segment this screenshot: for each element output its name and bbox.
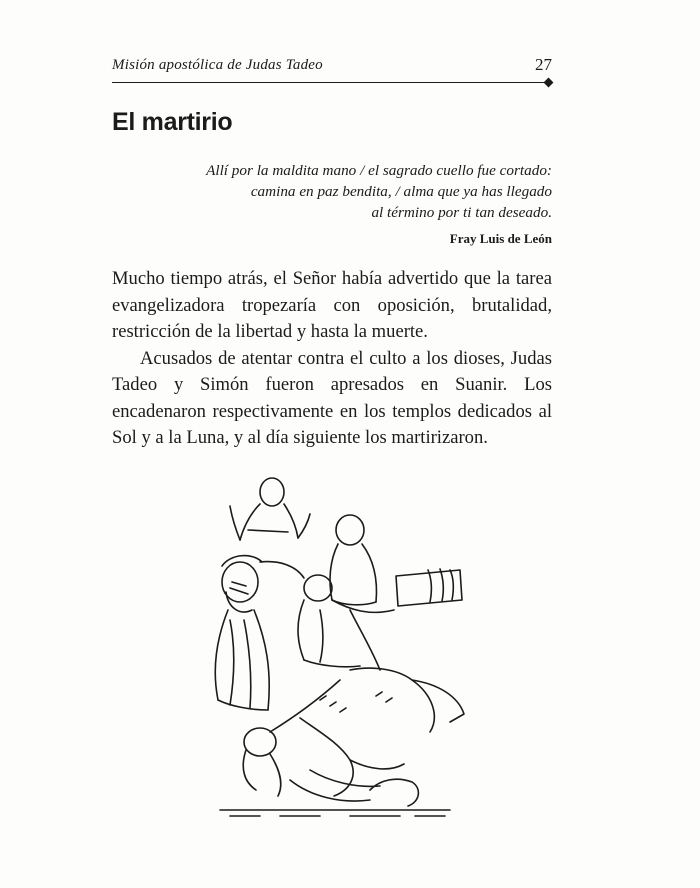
body-text: [112, 266, 552, 452]
epigraph-attribution: Fray Luis de León: [449, 231, 552, 246]
epigraph: [140, 160, 552, 223]
header-rule: [112, 82, 550, 83]
epigraph-line: camina en paz bendita, / alma que ya has llegado: [250, 183, 552, 200]
running-header: [112, 55, 552, 77]
page-number: 27: [535, 55, 552, 74]
rule-diamond-icon: [544, 78, 554, 88]
paragraph: Acusados de atentar contra el culto a los dioses, Judas Tadeo y Simón fueron apresados en Suanir. Los encadenaron respectivamente en los templos dedicados al Sol y a la Luna, y al día siguiente los martirizaron.: [112, 347, 552, 448]
martyrdom-engraving-icon: [200, 470, 470, 830]
epigraph-line: Allí por la maldita mano / el sagrado cuello fue cortado:: [206, 162, 552, 179]
paragraph: Mucho tiempo atrás, el Señor había advertido que la tarea evangelizadora tropezaría con oposición, brutalidad, restricción de la libertad y hasta la muerte.: [112, 268, 552, 342]
running-title: Misión apostólica de Judas Tadeo: [112, 57, 323, 73]
chapter-title: El martirio: [112, 108, 233, 136]
epigraph-line: al término por ti tan deseado.: [371, 204, 552, 221]
